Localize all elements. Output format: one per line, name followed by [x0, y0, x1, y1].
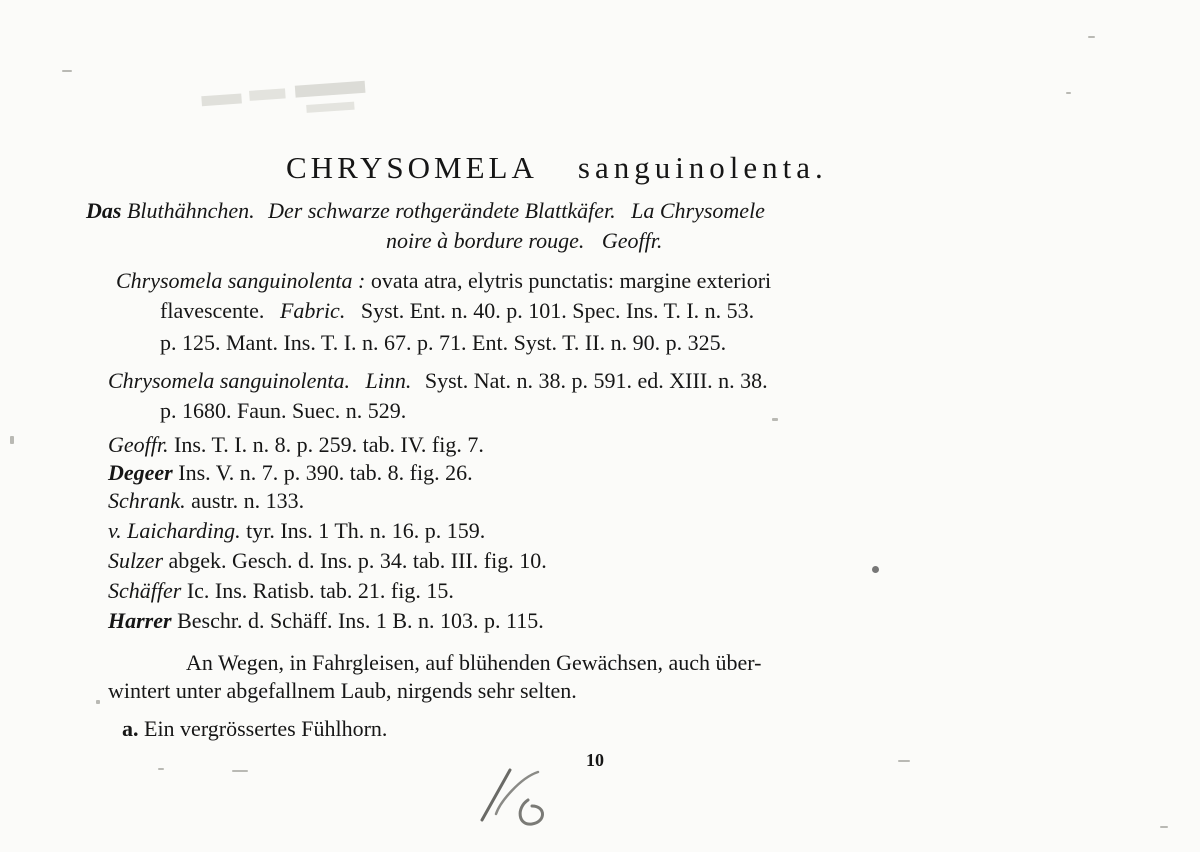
reference-text: tyr. Ins. 1 Th. n. 16. p. 159.: [246, 518, 486, 543]
reference-author: Schrank.: [108, 488, 186, 513]
reference-author: Schäffer: [108, 578, 182, 603]
reference-text: Ins. V. n. 7. p. 390. tab. 8. fig. 26.: [178, 460, 473, 485]
reference-text: austr. n. 133.: [191, 488, 305, 513]
author-fabricius: Fabric.: [279, 298, 346, 323]
habitat-line-1: An Wegen, in Fahrgleisen, auf blühenden Gewächsen, auch über-: [186, 650, 762, 675]
reference-text: Beschr. d. Schäff. Ins. 1 B. n. 103. p. 115.: [177, 608, 544, 633]
reference-author: Harrer: [108, 608, 172, 633]
reference-item: [108, 578, 454, 604]
reference-text: abgek. Gesch. d. Ins. p. 34. tab. III. fig. 10.: [168, 548, 547, 573]
handwritten-mark-icon: [476, 762, 566, 832]
reference-text: Ic. Ins. Ratisb. tab. 21. fig. 15.: [186, 578, 454, 603]
ref-geoffroy: Geoffr.: [601, 228, 663, 253]
reference-item: [108, 608, 544, 634]
reference-author: Geoffr.: [108, 432, 169, 457]
common-name-das: Das: [86, 198, 122, 223]
reference-item: [108, 548, 547, 574]
figure-label: a.: [122, 716, 139, 741]
fabricius-line-3: p. 125. Mant. Ins. T. I. n. 67. p. 71. Ent. Syst. T. II. n. 90. p. 325.: [160, 330, 727, 355]
reference-author: Degeer: [108, 460, 173, 485]
species-name: sanguinolenta.: [577, 150, 828, 185]
figure-note: [122, 716, 387, 742]
page-number: 10: [586, 750, 604, 770]
fabricius-line-1: Chrysomela sanguinolenta : ovata atra, elytris punctatis: margine exteriori: [116, 268, 772, 293]
genus-name: CHRYSOMELA: [286, 150, 538, 185]
common-names-line-1: [86, 198, 765, 224]
common-name-french: La Chrysomele: [631, 198, 765, 223]
linnaeus-line-2: p. 1680. Faun. Suec. n. 529.: [160, 398, 407, 423]
page-title: [286, 150, 828, 186]
reference-author: Sulzer: [108, 548, 163, 573]
reference-author: v. Laicharding.: [108, 518, 241, 543]
reference-item: [108, 432, 484, 458]
scientific-name: Chrysomela sanguinolenta :: [116, 268, 366, 293]
reference-text: Ins. T. I. n. 8. p. 259. tab. IV. fig. 7.: [174, 432, 484, 457]
fabricius-line-2: flavescente. Fabric. Syst. Ent. n. 40. p. 101. Spec. Ins. T. I. n. 53.: [160, 298, 755, 323]
reference-item: [108, 460, 473, 486]
scientific-name-linn: Chrysomela sanguinolenta.: [108, 368, 350, 393]
author-linnaeus: Linn.: [365, 368, 412, 393]
bleed-through-stamp: [195, 75, 387, 130]
figure-text: Ein vergrössertes Fühlhorn.: [144, 716, 388, 741]
reference-item: [108, 488, 304, 514]
common-name-german-2: Der schwarze rothgerändete Blattkäfer.: [268, 198, 616, 223]
habitat-line-2: wintert unter abgefallnem Laub, nirgends sehr selten.: [108, 678, 577, 703]
linnaeus-line-1: Chrysomela sanguinolenta. Linn. Syst. Nat. n. 38. p. 591. ed. XIII. n. 38.: [108, 368, 768, 393]
reference-item: [108, 518, 485, 544]
common-names-line-2: noire à bordure rouge. Geoffr.: [386, 228, 663, 253]
common-name-german: Bluthähnchen.: [126, 198, 255, 223]
